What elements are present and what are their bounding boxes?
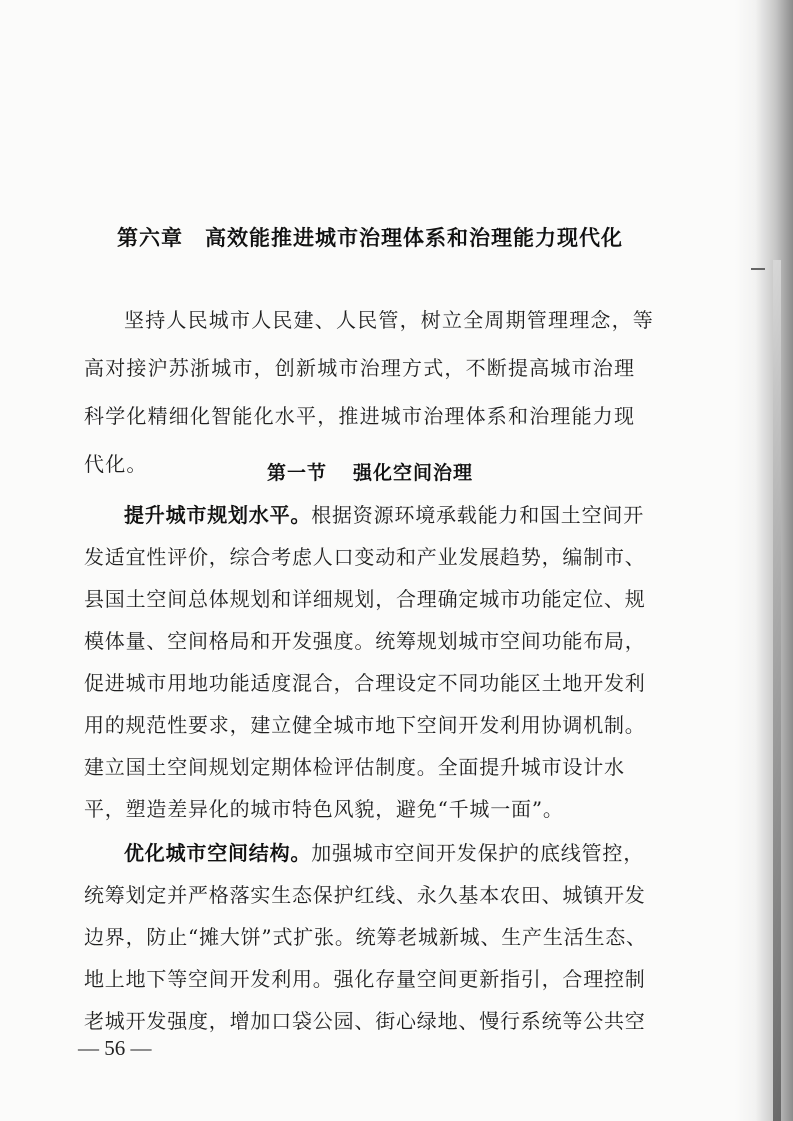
section-number: 第一节 — [266, 462, 327, 484]
paragraph-text: 加强城市空间开发保护的底线管控，统筹划定并严格落实生态保护红线、永久基本农田、城镇开发边界，防止“摊大饼”式扩张。统筹老城新城、生产生活生态、地上地下等空间开发利用。强化存量空间更新指引，合理控制老城开发强度，增加口袋公园、街心绿地、慢行系统等公共空 — [84, 841, 647, 1033]
paragraph-structure — [84, 832, 656, 1042]
page-number: — 56 — — [78, 1036, 152, 1060]
chapter-heading — [0, 222, 740, 252]
scan-edge-shadow — [735, 0, 793, 1121]
section-title: 强化空间治理 — [353, 462, 474, 484]
paragraph-lead: 提升城市规划水平。 — [124, 503, 312, 527]
chapter-number: 第六章 — [117, 226, 183, 250]
intro-paragraph: 坚持人民城市人民建、人民管，树立全周期管理理念，等高对接沪苏浙城市，创新城市治理方式，不断提高城市治理科学化精细化智能化水平，推进城市治理体系和治理能力现代化。 — [84, 308, 654, 476]
paragraph-planning — [84, 494, 656, 830]
section-body — [84, 494, 656, 1042]
paragraph-text: 根据资源环境承载能力和国土空间开发适宜性评价，综合考虑人口变动和产业发展趋势，编制市、县国土空间总体规划和详细规划，合理确定城市功能定位、规模体量、空间格局和开发强度。统筹规划城市空间功能布局，促进城市用地功能适度混合，合理设定不同功能区土地开发利用的规范性要求，建立健全城市地下空间开发利用协调机制。建立国土空间规划定期体检评估制度。全面提升城市设计水平，塑造差异化的城市特色风貌，避免“千城一面”。 — [84, 503, 646, 821]
section-heading — [0, 458, 740, 485]
paragraph-lead: 优化城市空间结构。 — [124, 841, 312, 865]
scan-edge-mark — [751, 268, 765, 270]
chapter-title: 高效能推进城市治理体系和治理能力现代化 — [205, 226, 623, 250]
scan-edge-strip — [773, 260, 781, 1121]
